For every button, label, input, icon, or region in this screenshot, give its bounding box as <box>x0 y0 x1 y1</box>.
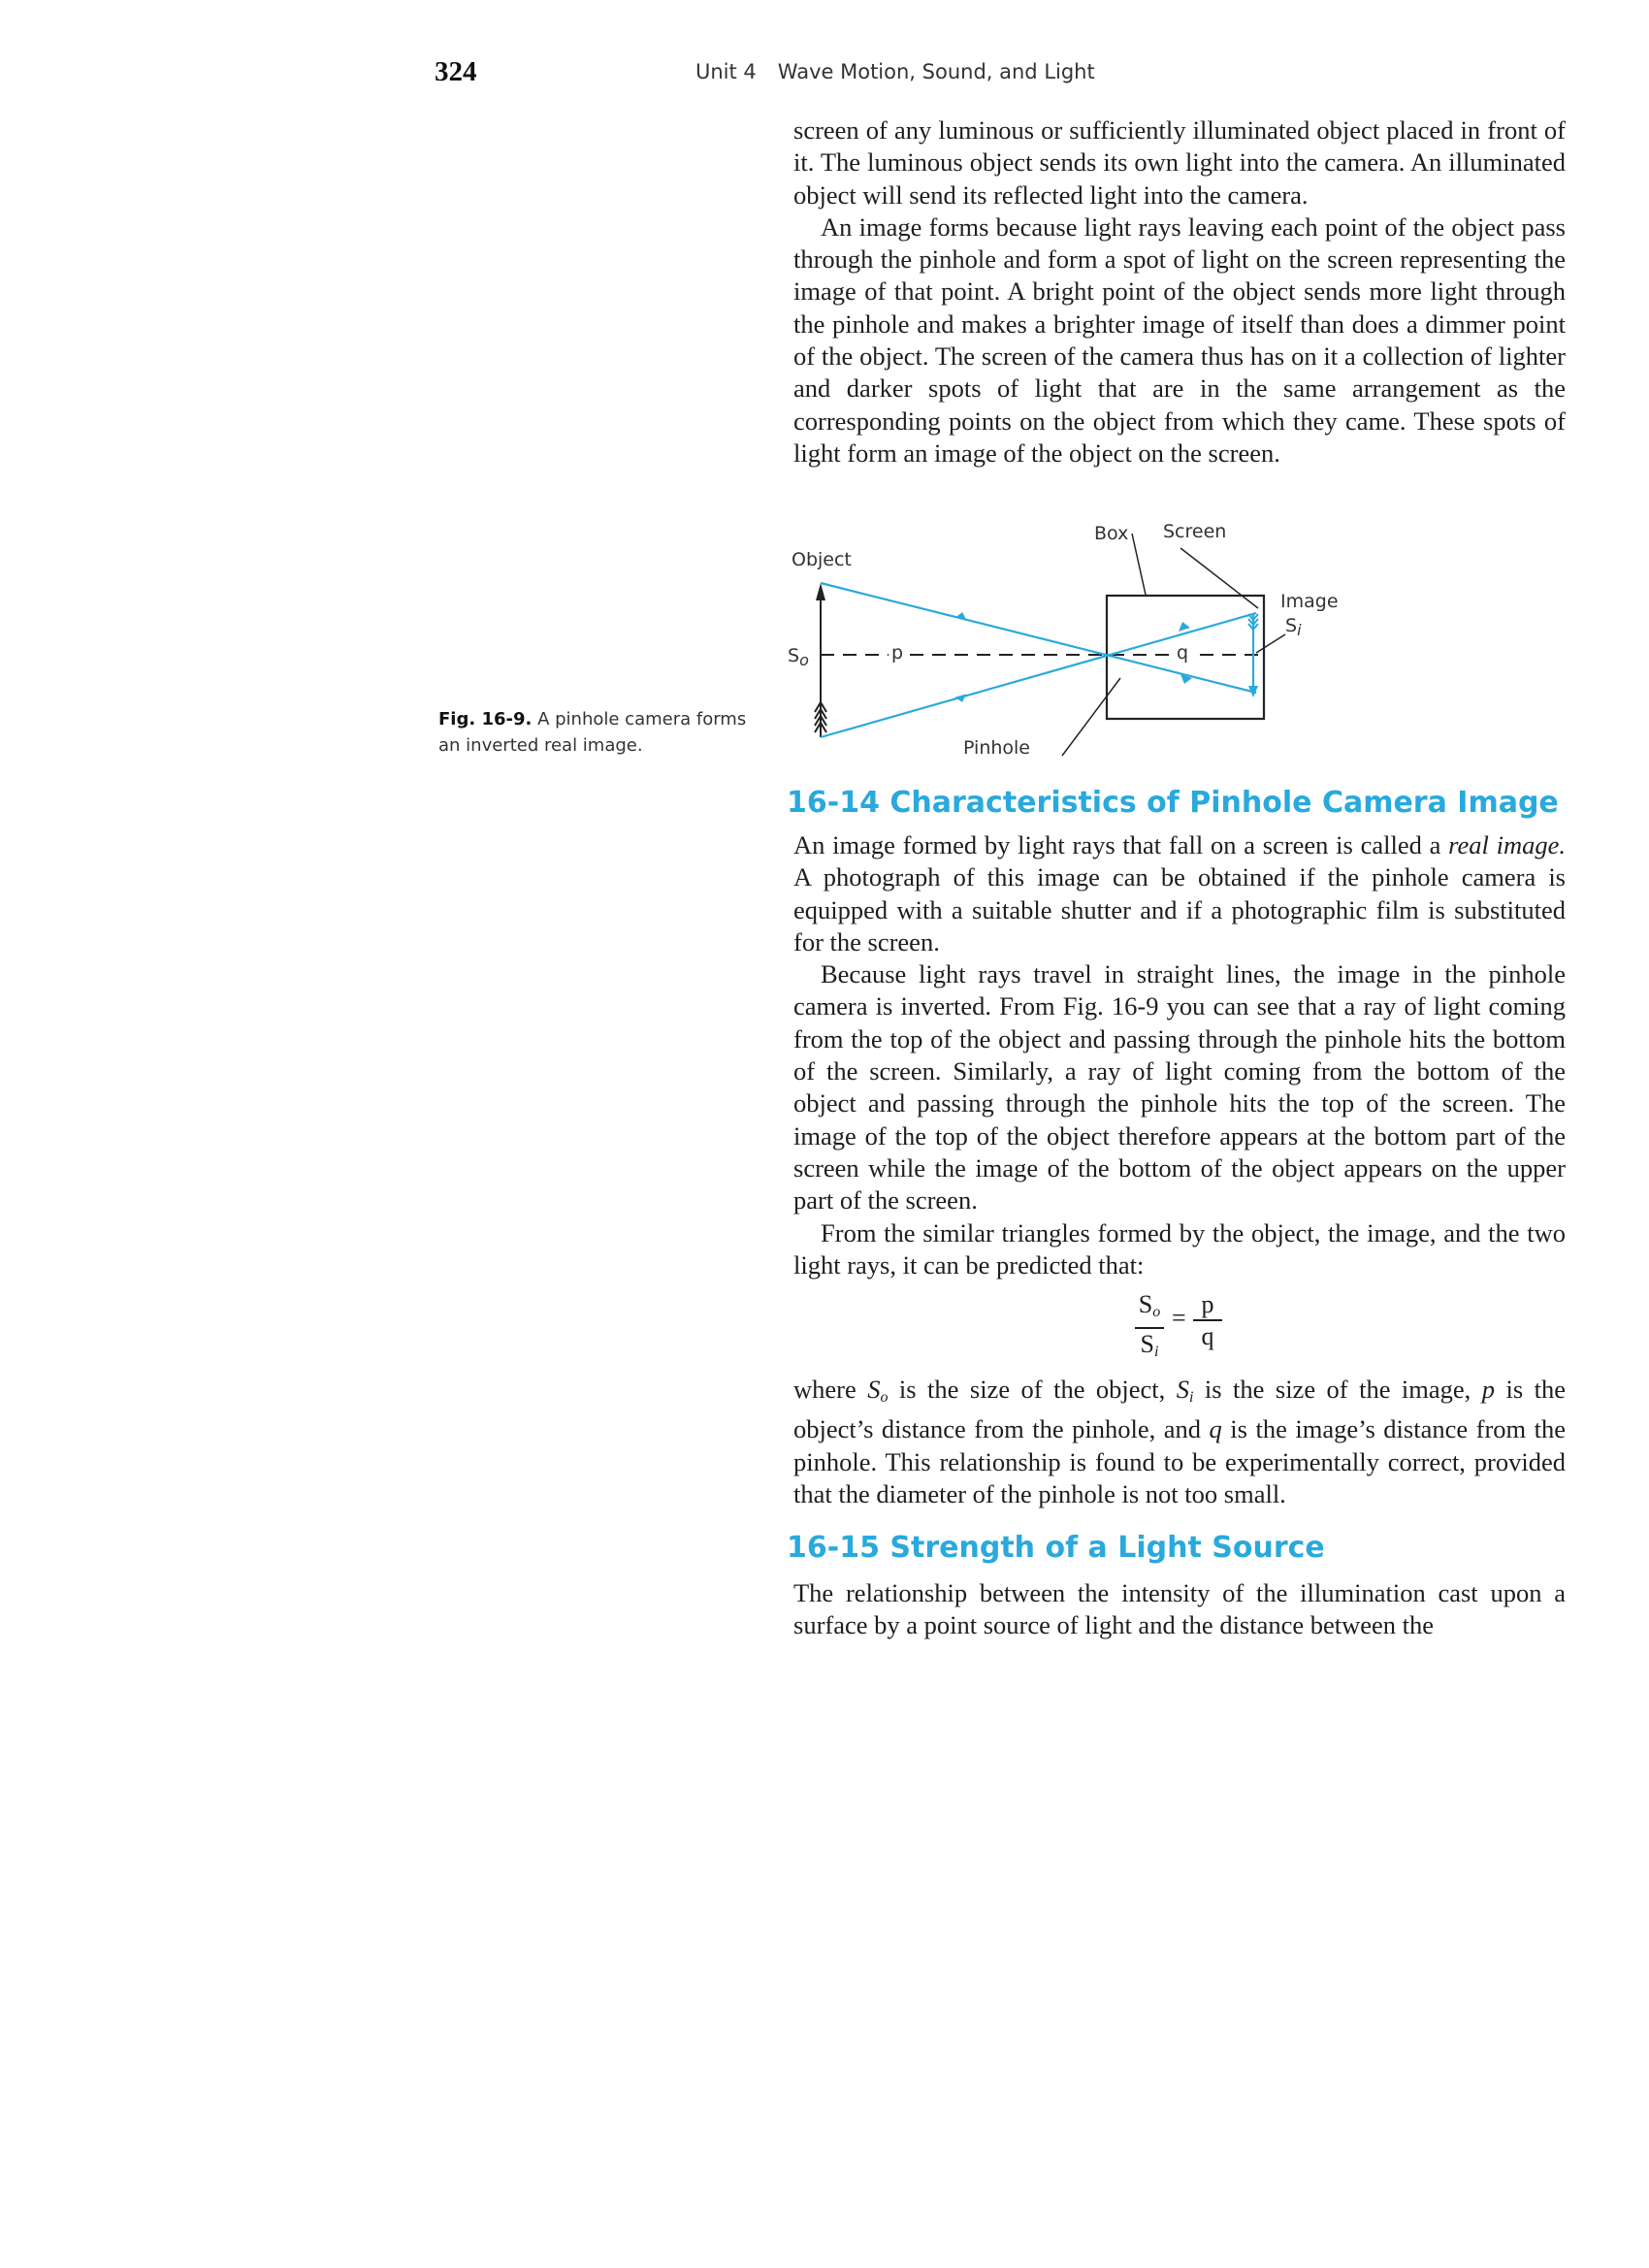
section-16-14-paragraph-4: where $S_o$ is the size of the object, $S_i$ is the size of the image, p is the object’s distance from the pinhole, and q is the image’s distance from the pinhole. This relationship is found to be experimentally correct, provided that the diameter of the pinhole is not too small. <box>793 1375 1567 1508</box>
page-number: 324 <box>435 56 477 87</box>
ray-arrow-3 <box>1179 622 1190 632</box>
intro-paragraph-2: An image forms because light rays leaving each point of the object pass through the pinhole and form a spot of light on the screen representing the image of that point. A bright point of the object sends more light through the pinhole and makes a brighter image of itself than does a dimmer point of the object. The screen of the camera thus has on it a collection of lighter and darker spots of light that are in the same arrangement as the corresponding points on the object from which they came. These spots of light form an image of the object on the screen. <box>793 211 1566 468</box>
unit-label: Unit 4 <box>695 60 757 83</box>
similar-triangles-equation <box>1135 1290 1232 1360</box>
label-si: $S_i$ <box>1285 615 1302 639</box>
label-image: Image <box>1280 591 1339 612</box>
equation-left-fraction: $\frac{S_o}{S_i}$ <box>1135 1290 1164 1368</box>
label-q: q <box>1174 642 1191 664</box>
equation-right-fraction: $\frac{p}{q}$ <box>1193 1290 1222 1352</box>
section-16-15-text <box>793 1577 1566 1642</box>
label-screen: Screen <box>1163 521 1227 542</box>
section-16-14-paragraph-1: An image formed by light rays that fall on a screen is called a real image. A photograph of this image can be obtained if the pinhole camera is equipped with a suitable shutter and if a photographic film is substituted for the screen. <box>793 830 1566 956</box>
running-header <box>0 52 1649 91</box>
label-p: p <box>889 642 906 664</box>
object-arrowhead <box>816 583 825 600</box>
screen-leader <box>1180 548 1258 608</box>
intro-paragraph-1: screen of any luminous or sufficiently illuminated object placed in front of it. The luminous object sends its own light into the camera. An illuminated object will send its reflected light into the camera. <box>793 115 1566 210</box>
equation-equals: = <box>1172 1304 1186 1332</box>
pinhole-camera-drawing <box>781 519 1353 766</box>
label-box: Box <box>1094 523 1129 544</box>
label-pinhole: Pinhole <box>963 737 1030 759</box>
si-leader <box>1256 634 1285 653</box>
section-16-14-text <box>793 829 1566 1281</box>
figure-caption-label: Fig. 16-9. <box>438 709 533 729</box>
label-object: Object <box>792 549 852 570</box>
label-so: $S_o$ <box>788 645 809 669</box>
pinhole-camera-diagram <box>781 519 1353 766</box>
section-16-14-text-continued <box>793 1374 1566 1510</box>
section-16-14-paragraph-3: From the similar triangles formed by the object, the image, and the two light rays, it can be predicted that: <box>793 1217 1566 1280</box>
running-head <box>695 60 1095 83</box>
box-leader <box>1132 534 1146 595</box>
section-16-14-paragraph-2: Because light rays travel in straight lines, the image in the pinhole camera is inverted. From Fig. 16-9 you can see that a ray of light coming from the top of the object and passing through the pinhole hits the bottom of the screen. Similarly, a ray of light coming from the bottom of the object and passing through the pinhole hits the top of the screen. The image of the top of the object therefore appears at the bottom part of the screen while the image of the bottom of the object appears on the upper part of the screen. <box>793 959 1566 1215</box>
section-heading-16-15: 16-15 Strength of a Light Source <box>787 1531 1325 1565</box>
section-16-15-paragraph-1: The relationship between the intensity of the illumination cast upon a surface by a point source of light and the distance between the <box>793 1578 1566 1640</box>
figure-caption <box>438 706 768 759</box>
unit-title: Wave Motion, Sound, and Light <box>777 60 1095 83</box>
pinhole-leader <box>1062 678 1120 756</box>
section-heading-16-14: 16-14 Characteristics of Pinhole Camera Image <box>787 786 1559 820</box>
figure-caption-text: A pinhole camera forms an inverted real image. <box>438 709 747 756</box>
intro-text <box>793 114 1566 470</box>
